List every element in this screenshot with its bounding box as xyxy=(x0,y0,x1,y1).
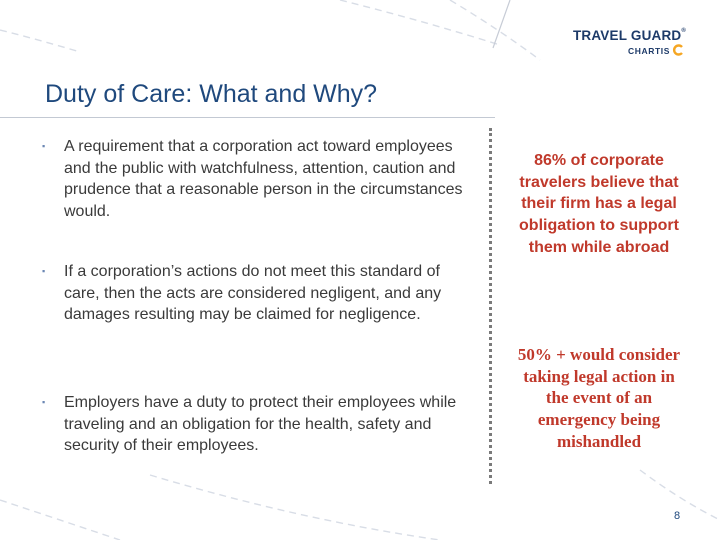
stat-callout-50: 50% + would consider taking legal action in the event of an emergency being mishandled xyxy=(517,345,681,451)
logo-main-text: TRAVEL GUARD® xyxy=(572,28,686,43)
bullet-marker-icon: ▪ xyxy=(42,397,46,407)
bullet-item xyxy=(40,261,470,326)
logo-registered-mark: ® xyxy=(681,28,686,34)
decor-curve-top-right xyxy=(450,0,540,60)
chartis-c-icon xyxy=(672,44,684,56)
decor-curve-top xyxy=(340,0,500,45)
title-underline xyxy=(0,117,495,118)
travel-guard-logo xyxy=(546,24,696,64)
decor-curve-bottom-left xyxy=(0,500,120,540)
page-number: 8 xyxy=(674,510,681,522)
bullet-marker-icon: ▪ xyxy=(42,141,46,151)
slide-title: Duty of Care: What and Why? xyxy=(45,80,378,108)
bullet-item xyxy=(40,136,470,222)
column-divider xyxy=(489,128,492,484)
decor-slash xyxy=(493,0,510,48)
decor-curve-bottom xyxy=(150,475,440,540)
bullet-text: If a corporation’s actions do not meet this standard of care, then the acts are considered negligent, and any damages resulting may be claimed for negligence. xyxy=(64,263,442,323)
decor-curve-left xyxy=(0,30,80,52)
stat-callout-86: 86% of corporate travelers believe that their firm has a legal obligation to support them while abroad xyxy=(519,152,679,256)
bullet-text: A requirement that a corporation act toward employees and the public with watchfulness, attention, caution and prudence that a reasonable person in the circumstances would. xyxy=(64,138,463,220)
bullet-marker-icon: ▪ xyxy=(42,266,46,276)
logo-sub-text: CHARTIS xyxy=(628,46,670,56)
bullet-text: Employers have a duty to protect their employees while traveling and an obligation for the health, safety and security of their employees. xyxy=(64,394,457,454)
bullet-item xyxy=(40,392,470,457)
